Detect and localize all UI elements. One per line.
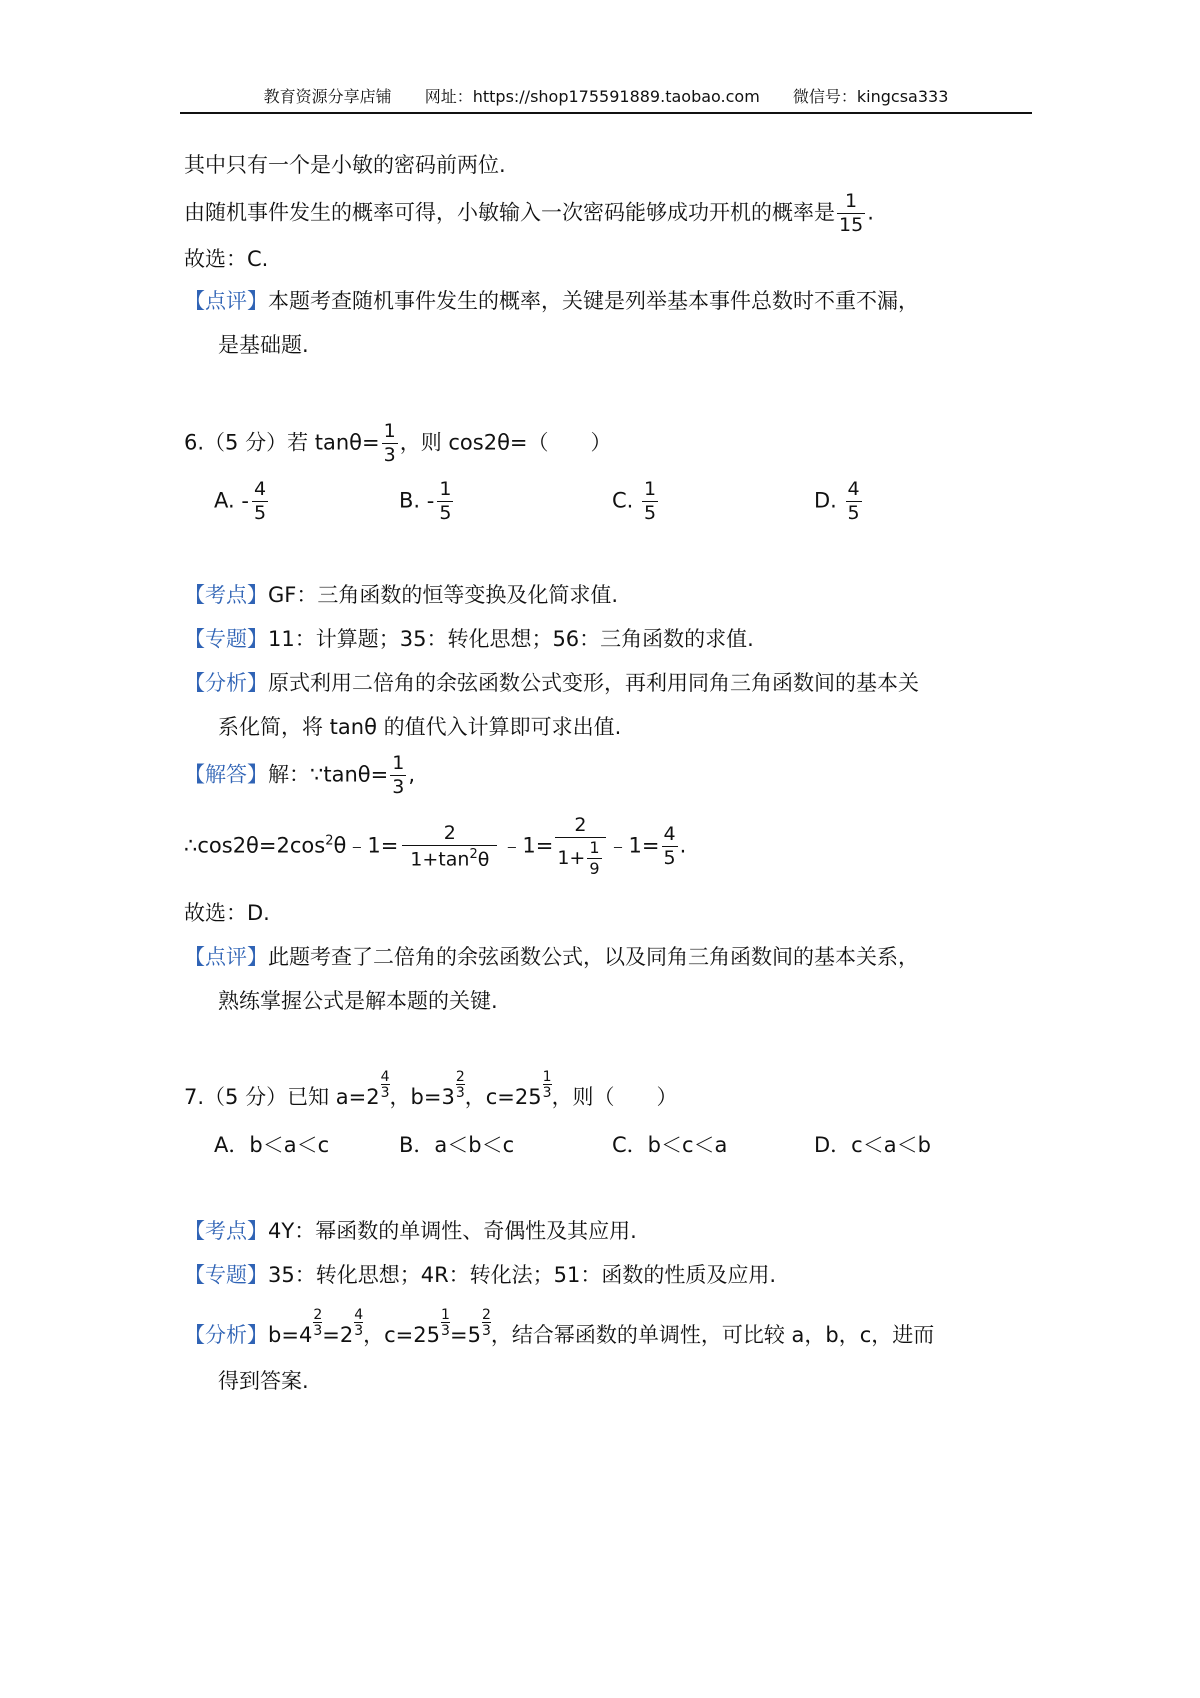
q6-kaodian-text: GF：三角函数的恒等变换及化简求值. — [268, 583, 619, 607]
q6-jieda-pre: 解：∵tanθ= — [268, 762, 389, 787]
q7-zhuanti-text: 35：转化思想；4R：转化法；51：函数的性质及应用. — [268, 1263, 777, 1287]
calc-f1-den — [402, 845, 497, 869]
q6-choice-d[interactable] — [814, 480, 864, 523]
exp-den: 3 — [354, 1323, 364, 1339]
q7-a-power — [366, 1070, 389, 1112]
pow-base: 5 — [467, 1323, 481, 1347]
q6-choice-c[interactable] — [612, 480, 660, 523]
q6-review2: 熟练掌握公式是解本题的关键. — [218, 989, 498, 1013]
choice-label: C. — [612, 488, 634, 513]
calc-f2-den-pre: 1+ — [557, 847, 586, 869]
exp-num: 2 — [481, 1307, 491, 1323]
calc-f1-den-sup: 2 — [469, 846, 478, 862]
q7-choice-a[interactable]: A．b＜a＜c — [214, 1133, 330, 1157]
exp-den: 3 — [455, 1085, 465, 1101]
choice-num: 1 — [439, 478, 452, 500]
calc-fraction-2 — [555, 816, 605, 877]
q6-review-text: 此题考查了二倍角的余弦函数公式，以及同角三角函数间的基本关系， — [268, 945, 919, 969]
choice-fraction — [642, 480, 658, 523]
choice-den: 5 — [847, 502, 860, 524]
choice-fraction — [252, 480, 268, 523]
choice-label: A. — [214, 488, 235, 513]
q6-calculation — [184, 816, 686, 877]
q6-jieda-fraction — [390, 754, 406, 797]
f-c1-power — [413, 1308, 450, 1350]
q5-review-text2: 是基础题. — [218, 333, 309, 357]
exp-den: 3 — [441, 1323, 450, 1339]
exp-num: 1 — [542, 1069, 552, 1085]
q7-choices — [214, 1130, 994, 1160]
pow-base: 2 — [366, 1085, 380, 1109]
q7-fenxi-tag: 【分析】 — [184, 1323, 268, 1347]
q5-line2-text: 由随机事件发生的概率可得，小敏输入一次密码能够成功开机的概率是 — [184, 200, 835, 225]
q7-fenxi-pre: b= — [268, 1323, 299, 1347]
choice-num: 4 — [253, 478, 267, 500]
q6-fenxi — [184, 668, 919, 698]
q5-probability-fraction — [837, 192, 865, 235]
q7-sep2: ，c= — [464, 1085, 515, 1109]
q5-review-text: 本题考查随机事件发生的概率，关键是列举基本事件总数时不重不漏， — [268, 289, 919, 313]
q7-kaodian-text: 4Y：幂函数的单调性、奇偶性及其应用. — [268, 1219, 637, 1243]
pow-exp — [441, 1308, 450, 1338]
exp-den: 3 — [481, 1323, 491, 1339]
q5-line1: 其中只有一个是小敏的密码前两位. — [184, 153, 506, 177]
calc-end: . — [679, 833, 687, 858]
choice-den: 5 — [644, 502, 657, 524]
q6-review-tag: 【点评】 — [184, 945, 268, 969]
calc-fraction-1 — [402, 821, 497, 871]
page-header — [180, 82, 1032, 114]
q6-stem-fraction — [382, 422, 398, 465]
pow-exp — [381, 1070, 390, 1100]
exp-den: 3 — [313, 1323, 323, 1339]
pow-base: 4 — [298, 1323, 313, 1347]
calc-f1-den-end: θ — [477, 848, 490, 871]
q5-line2 — [184, 192, 874, 235]
q6-review — [184, 942, 919, 972]
q7-fenxi — [184, 1308, 934, 1354]
f-sep: ，c= — [363, 1323, 414, 1347]
pow-base: 25 — [413, 1323, 441, 1347]
q5-line2-end: . — [867, 200, 874, 225]
exp-num: 2 — [313, 1307, 323, 1323]
calc-res-den: 5 — [663, 847, 676, 869]
calc-d: ﹣1= — [607, 833, 660, 858]
choice-den: 5 — [253, 502, 267, 524]
q6-answer: 故选：D. — [184, 901, 270, 925]
calc-a: ∴cos2θ=2cos — [184, 833, 326, 858]
choice-label: D. — [814, 488, 837, 513]
q7-stem-post: ，则（ ） — [551, 1085, 678, 1109]
q6-zhuanti-text: 11：计算题；35：转化思想；56：三角函数的求值. — [268, 627, 754, 651]
q6-choice-b[interactable] — [399, 480, 455, 523]
exp-den: 3 — [380, 1085, 390, 1101]
calc-f2-inner-num: 1 — [589, 838, 600, 857]
q6-fenxi-text: 原式利用二倍角的余弦函数公式变形，再利用同角三角函数间的基本关 — [268, 671, 919, 695]
f-b1-power — [299, 1308, 322, 1350]
q6-stem — [184, 422, 612, 465]
q7-choice-d[interactable]: D．c＜a＜b — [814, 1133, 931, 1157]
choice-den: 5 — [439, 502, 452, 524]
choice-label: B. — [399, 488, 421, 513]
calc-b: θ﹣1= — [333, 833, 399, 858]
q6-stem-den: 3 — [383, 444, 396, 466]
choice-fraction — [846, 480, 862, 523]
exp-num: 2 — [455, 1069, 465, 1085]
q7-fenxi2: 得到答案. — [218, 1369, 309, 1393]
f-b2-power — [340, 1308, 363, 1350]
q6-choices — [214, 478, 994, 524]
q6-choice-a[interactable] — [214, 480, 270, 523]
pow-exp — [313, 1308, 322, 1338]
choice-num: 1 — [644, 478, 657, 500]
pow-exp — [456, 1070, 465, 1100]
q6-zhuanti — [184, 624, 754, 654]
q7-b-power — [441, 1070, 464, 1112]
q6-fenxi-tag: 【分析】 — [184, 671, 268, 695]
q6-jieda-num: 1 — [392, 752, 405, 774]
q7-choice-b[interactable]: B．a＜b＜c — [399, 1133, 515, 1157]
choice-sign: - — [426, 488, 435, 513]
pow-exp — [354, 1308, 363, 1338]
exp-num: 4 — [354, 1307, 364, 1323]
calc-f1-den-text: 1+tan — [410, 848, 470, 871]
exp-num: 4 — [380, 1069, 390, 1085]
q6-kaodian — [184, 580, 618, 610]
f-eq1: = — [322, 1323, 340, 1347]
q5-answer: 故选：C. — [184, 247, 269, 271]
choice-num: 4 — [847, 478, 860, 500]
q7-zhuanti-tag: 【专题】 — [184, 1263, 268, 1287]
q6-fenxi2: 系化简，将 tanθ 的值代入计算即可求出值. — [218, 715, 622, 739]
q7-stem — [184, 1070, 678, 1116]
header-url: 网址：https://shop175591889.taobao.com — [424, 87, 760, 106]
pow-exp — [543, 1070, 552, 1100]
q7-c-power — [515, 1070, 552, 1112]
q6-jieda-tag: 【解答】 — [184, 762, 268, 787]
q6-stem-post: ，则 cos2θ=（ ） — [399, 430, 612, 455]
exp-num: 1 — [441, 1307, 450, 1323]
q5-frac-den: 15 — [839, 214, 864, 236]
pow-base: 25 — [514, 1085, 542, 1109]
choice-sign: - — [241, 488, 249, 513]
calc-f2-inner-fraction — [587, 840, 601, 877]
q7-sep1: ，b= — [389, 1085, 442, 1109]
pow-base: 2 — [339, 1323, 354, 1347]
calc-f2-inner-den: 9 — [589, 859, 600, 878]
q6-stem-pre: 6.（5 分）若 tanθ= — [184, 430, 380, 455]
q6-jieda — [184, 754, 415, 797]
q7-zhuanti — [184, 1260, 776, 1290]
q5-frac-num: 1 — [845, 190, 858, 212]
header-shop: 教育资源分享店铺 — [263, 87, 392, 106]
f-c2-power — [468, 1308, 491, 1350]
q6-jieda-post: , — [408, 762, 415, 787]
q6-stem-num: 1 — [383, 420, 396, 442]
calc-f2-den — [555, 837, 605, 877]
calc-f2-num: 2 — [574, 814, 587, 836]
exp-den: 3 — [542, 1085, 552, 1101]
calc-f1-num: 2 — [443, 821, 456, 844]
calc-res-num: 4 — [663, 823, 676, 845]
f-eq2: = — [449, 1323, 468, 1347]
q5-review — [184, 286, 919, 316]
choice-fraction — [437, 480, 453, 523]
calc-c: ﹣1= — [501, 833, 554, 858]
q6-jieda-den: 3 — [392, 776, 405, 798]
q6-zhuanti-tag: 【专题】 — [184, 627, 268, 651]
calc-result-fraction — [662, 825, 678, 868]
q7-stem-pre: 7.（5 分）已知 a= — [184, 1085, 367, 1109]
q7-kaodian — [184, 1216, 637, 1246]
q7-fenxi-post: ，结合幂函数的单调性，可比较 a，b，c，进而 — [490, 1323, 935, 1347]
header-wechat: 微信号：kingcsa333 — [792, 87, 949, 106]
q7-kaodian-tag: 【考点】 — [184, 1219, 268, 1243]
calc-sup: 2 — [325, 833, 334, 849]
pow-exp — [482, 1308, 491, 1338]
q5-review-tag: 【点评】 — [184, 289, 268, 313]
q7-choice-c[interactable]: C．b＜c＜a — [612, 1133, 728, 1157]
q6-kaodian-tag: 【考点】 — [184, 583, 268, 607]
pow-base: 3 — [441, 1085, 455, 1109]
